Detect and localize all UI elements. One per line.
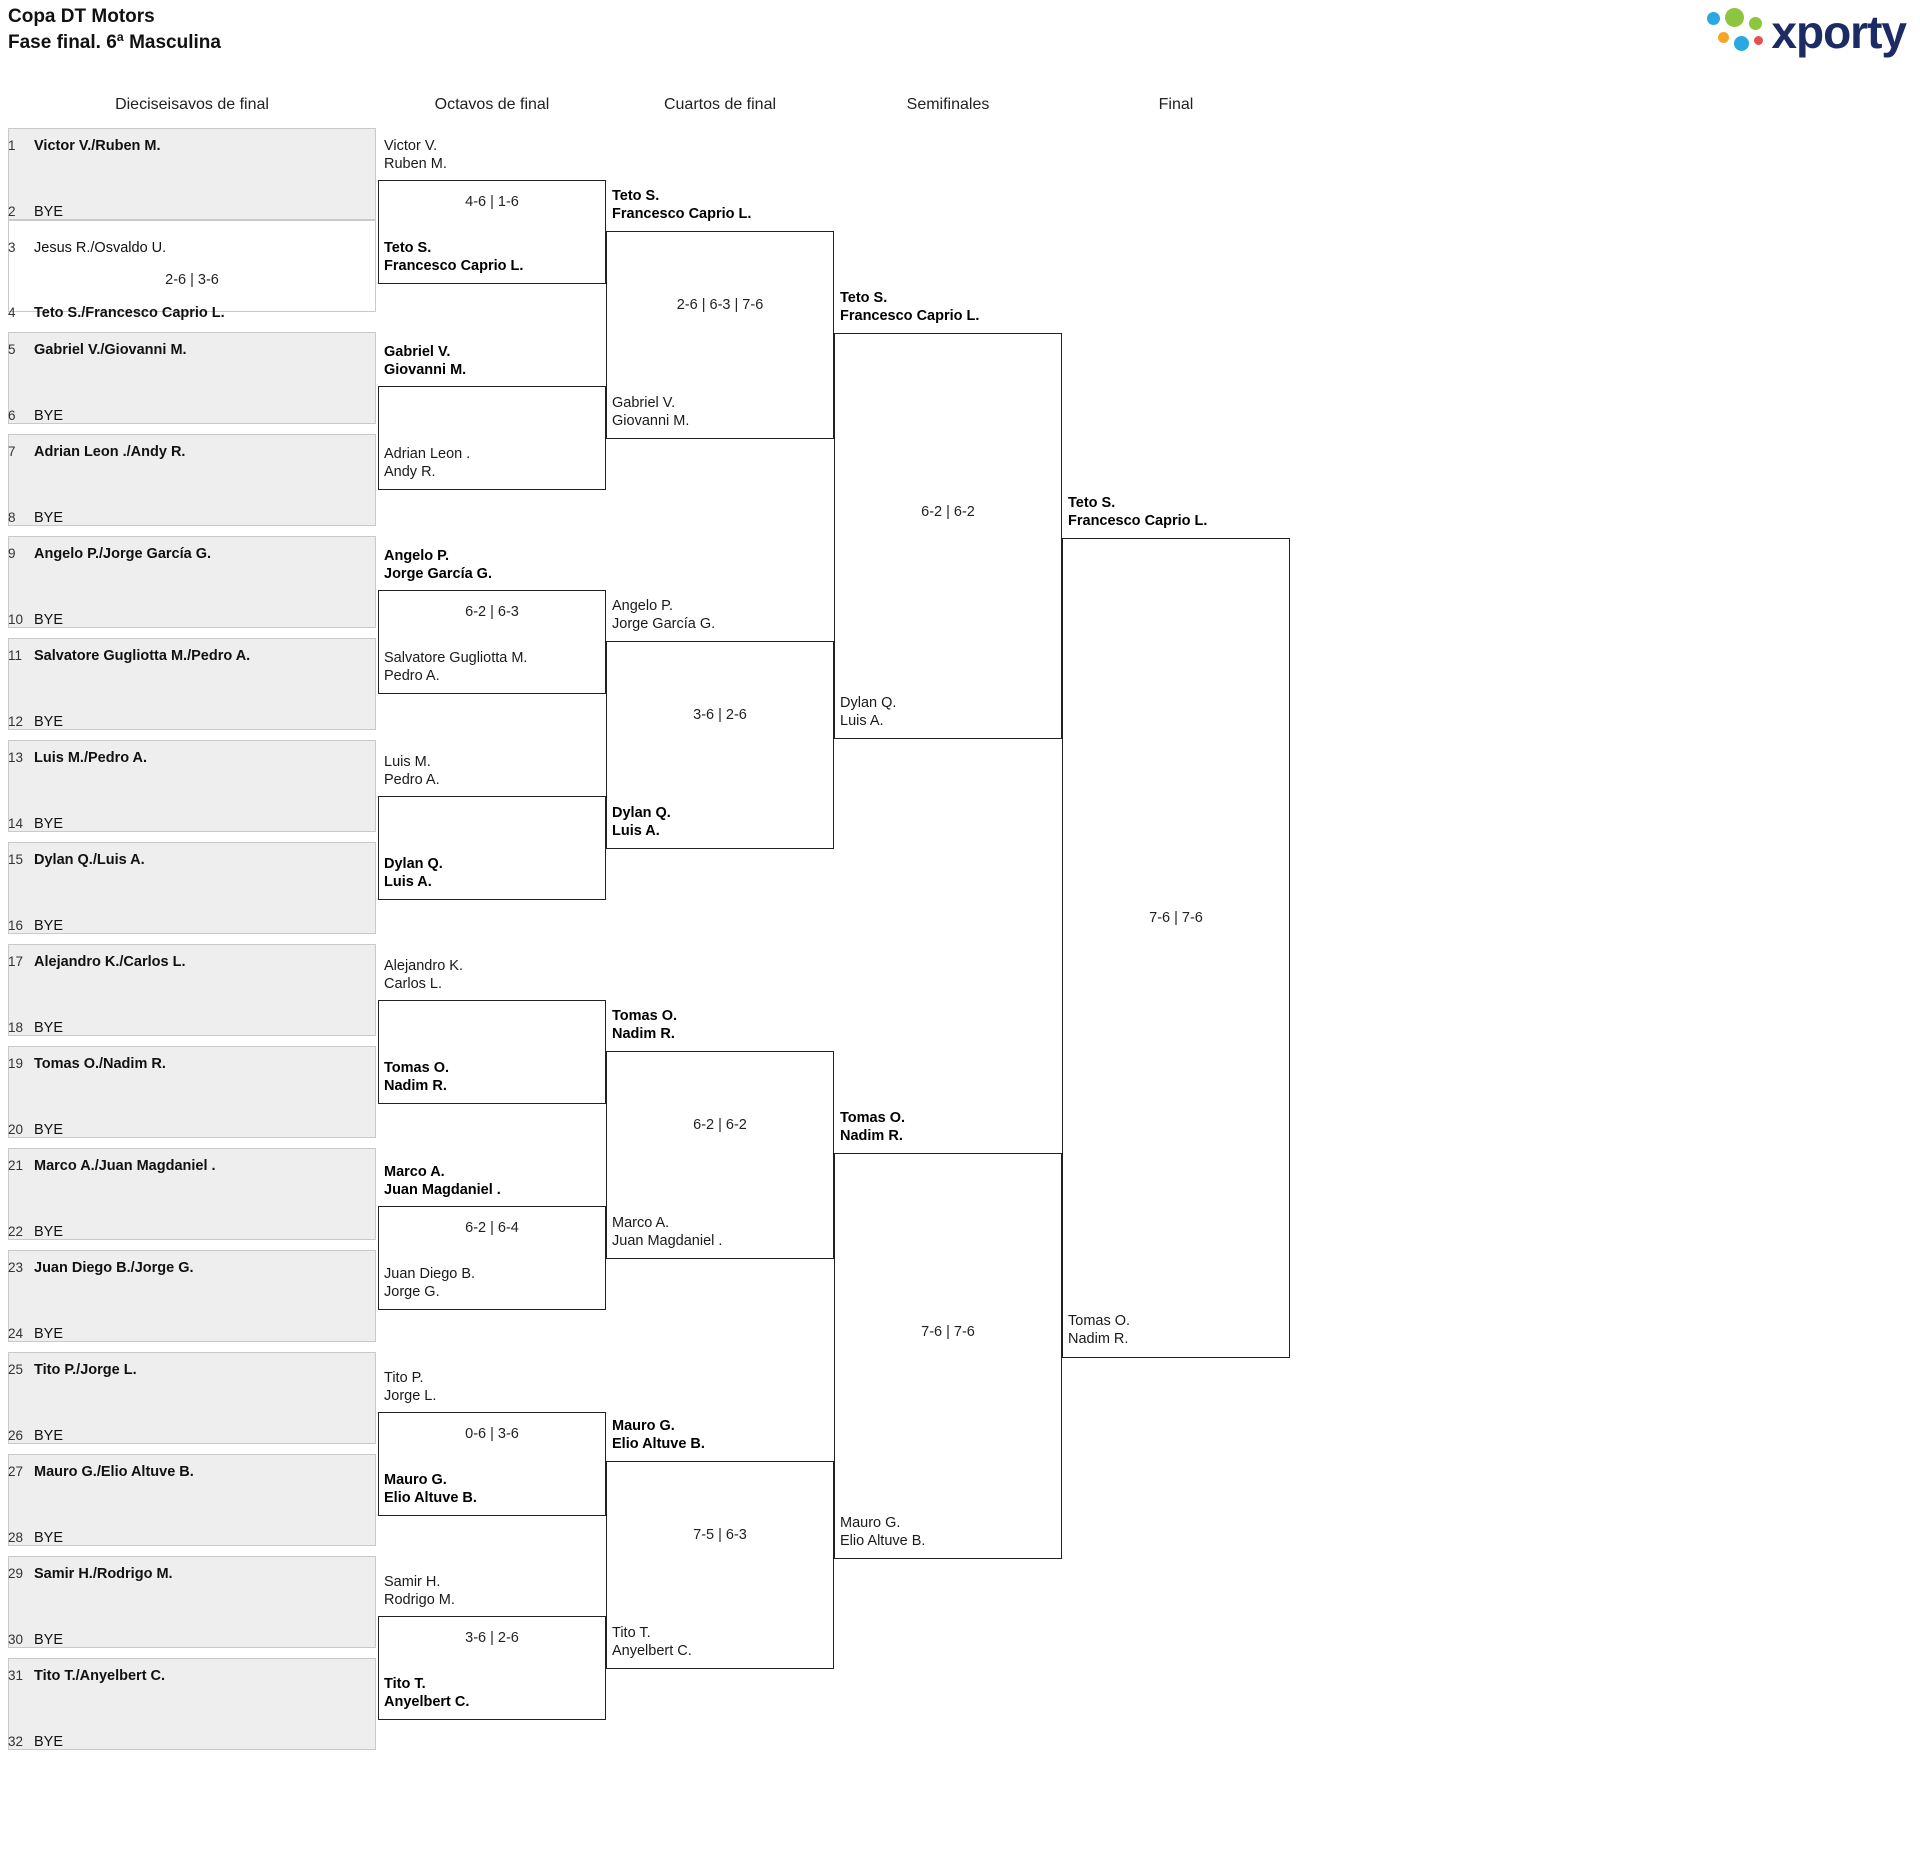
r1-entry-21[interactable]: 21 Marco A./Juan Magdaniel . <box>8 1158 216 1174</box>
r3-m3-score: 6-2 | 6-2 <box>693 1117 747 1133</box>
r1-entry-29[interactable]: 29 Samir H./Rodrigo M. <box>8 1566 173 1582</box>
r1-entry-24[interactable]: 24 BYE <box>8 1326 64 1342</box>
r2-m8-bottom: Tito T. Anyelbert C. <box>384 1676 470 1710</box>
r1-entry-5[interactable]: 5 Gabriel V./Giovanni M. <box>8 342 187 358</box>
r2-m1-top: Victor V. Ruben M. <box>384 138 447 172</box>
round-header-r2: Octavos de final <box>434 96 550 113</box>
r1-entry-19[interactable]: 19 Tomas O./Nadim R. <box>8 1056 166 1072</box>
r2-m5-bottom: Tomas O. Nadim R. <box>384 1060 449 1094</box>
r1-entry-8[interactable]: 8 BYE <box>8 510 64 526</box>
r1-entry-22[interactable]: 22 BYE <box>8 1224 64 1240</box>
r2-m7-bottom: Mauro G. Elio Altuve B. <box>384 1472 477 1506</box>
r1-match-2[interactable] <box>8 220 376 312</box>
r1-entry-30[interactable]: 30 BYE <box>8 1632 64 1648</box>
r3-m2-score: 3-6 | 2-6 <box>693 707 747 723</box>
r2-m7-top: Tito P. Jorge L. <box>384 1370 437 1404</box>
round-header-r1: Dieciseisavos de final <box>115 96 269 113</box>
r5-m1-top: Teto S. Francesco Caprio L. <box>1068 495 1208 529</box>
r2-m8-score: 3-6 | 2-6 <box>465 1630 519 1646</box>
r1-entry-17[interactable]: 17 Alejandro K./Carlos L. <box>8 954 186 970</box>
r1-entry-2[interactable]: 2 BYE <box>8 204 64 220</box>
r2-m4-bottom: Dylan Q. Luis A. <box>384 856 443 890</box>
r1-entry-1[interactable]: 1 Victor V./Ruben M. <box>8 138 161 154</box>
r4-match-1[interactable] <box>834 333 1062 739</box>
r3-m1-top: Teto S. Francesco Caprio L. <box>612 188 752 222</box>
r3-m1-bottom: Gabriel V. Giovanni M. <box>612 395 690 429</box>
r5-match-1[interactable] <box>1062 538 1290 1358</box>
tournament-subtitle: Fase final. 6ª Masculina <box>8 31 221 53</box>
r4-match-2[interactable] <box>834 1153 1062 1559</box>
r2-m3-score: 6-2 | 6-3 <box>465 604 519 620</box>
r1-entry-32[interactable]: 32 BYE <box>8 1734 64 1750</box>
r1-entry-14[interactable]: 14 BYE <box>8 816 64 832</box>
r2-m8-top: Samir H. Rodrigo M. <box>384 1574 455 1608</box>
r1-entry-10[interactable]: 10 BYE <box>8 612 64 628</box>
r3-m4-score: 7-5 | 6-3 <box>693 1527 747 1543</box>
r1-entry-3[interactable]: 3 Jesus R./Osvaldo U. <box>8 240 167 256</box>
r2-m3-top: Angelo P. Jorge García G. <box>384 548 492 582</box>
r2-m7-score: 0-6 | 3-6 <box>465 1426 519 1442</box>
r2-m3-bottom: Salvatore Gugliotta M. Pedro A. <box>384 650 528 684</box>
r3-m3-top: Tomas O. Nadim R. <box>612 1008 677 1042</box>
r1-entry-27[interactable]: 27 Mauro G./Elio Altuve B. <box>8 1464 194 1480</box>
r2-m6-bottom: Juan Diego B. Jorge G. <box>384 1266 476 1300</box>
r3-m2-bottom: Dylan Q. Luis A. <box>612 805 671 839</box>
r1-entry-25[interactable]: 25 Tito P./Jorge L. <box>8 1362 137 1378</box>
round-header-r5: Final <box>1158 96 1194 113</box>
r4-m1-bottom: Dylan Q. Luis A. <box>840 695 897 729</box>
r1-entry-26[interactable]: 26 BYE <box>8 1428 64 1444</box>
r2-m2-top: Gabriel V. Giovanni M. <box>384 344 467 378</box>
r2-m6-top: Marco A. Juan Magdaniel . <box>384 1164 501 1198</box>
r3-m4-bottom: Tito T. Anyelbert C. <box>612 1625 692 1659</box>
r5-m1-bottom: Tomas O. Nadim R. <box>1068 1313 1131 1347</box>
r1-entry-7[interactable]: 7 Adrian Leon ./Andy R. <box>8 444 186 460</box>
r4-m2-score: 7-6 | 7-6 <box>921 1324 975 1340</box>
r4-m2-bottom: Mauro G. Elio Altuve B. <box>840 1515 926 1549</box>
r1-score-2: 2-6 | 3-6 <box>165 272 219 288</box>
r1-entry-23[interactable]: 23 Juan Diego B./Jorge G. <box>8 1260 194 1276</box>
r1-entry-28[interactable]: 28 BYE <box>8 1530 64 1546</box>
r2-m1-bottom: Teto S. Francesco Caprio L. <box>384 240 524 274</box>
r1-entry-18[interactable]: 18 BYE <box>8 1020 64 1036</box>
r4-m2-top: Tomas O. Nadim R. <box>840 1110 905 1144</box>
r1-entry-20[interactable]: 20 BYE <box>8 1122 64 1138</box>
round-header-r3: Cuartos de final <box>663 96 777 113</box>
r1-entry-12[interactable]: 12 BYE <box>8 714 64 730</box>
r1-entry-9[interactable]: 9 Angelo P./Jorge García G. <box>8 546 212 562</box>
logo-wordmark: xporty <box>1771 6 1906 58</box>
r1-entry-11[interactable]: 11 Salvatore Gugliotta M./Pedro A. <box>8 648 251 664</box>
round-header-r4: Semifinales <box>906 96 990 113</box>
r3-m1-score: 2-6 | 6-3 | 7-6 <box>676 297 764 313</box>
r2-m6-score: 6-2 | 6-4 <box>465 1220 519 1236</box>
r1-entry-15[interactable]: 15 Dylan Q./Luis A. <box>8 852 145 868</box>
r3-m3-bottom: Marco A. Juan Magdaniel . <box>612 1215 723 1249</box>
r2-m2-bottom: Adrian Leon . Andy R. <box>384 446 471 480</box>
r1-entry-16[interactable]: 16 BYE <box>8 918 64 934</box>
r2-m5-top: Alejandro K. Carlos L. <box>384 958 463 992</box>
r5-m1-score: 7-6 | 7-6 <box>1149 910 1203 926</box>
r1-entry-4[interactable]: 4 Teto S./Francesco Caprio L. <box>8 305 225 321</box>
tournament-title: Copa DT Motors <box>8 6 155 27</box>
r1-entry-13[interactable]: 13 Luis M./Pedro A. <box>8 750 148 766</box>
r1-entry-6[interactable]: 6 BYE <box>8 408 64 424</box>
r2-m4-top: Luis M. Pedro A. <box>384 754 440 788</box>
r1-entry-31[interactable]: 31 Tito T./Anyelbert C. <box>8 1668 166 1684</box>
r3-m4-top: Mauro G. Elio Altuve B. <box>612 1418 705 1452</box>
r4-m1-score: 6-2 | 6-2 <box>921 504 975 520</box>
r4-m1-top: Teto S. Francesco Caprio L. <box>840 290 980 324</box>
r3-m2-top: Angelo P. Jorge García G. <box>612 598 716 632</box>
r2-m1-score: 4-6 | 1-6 <box>465 194 519 210</box>
